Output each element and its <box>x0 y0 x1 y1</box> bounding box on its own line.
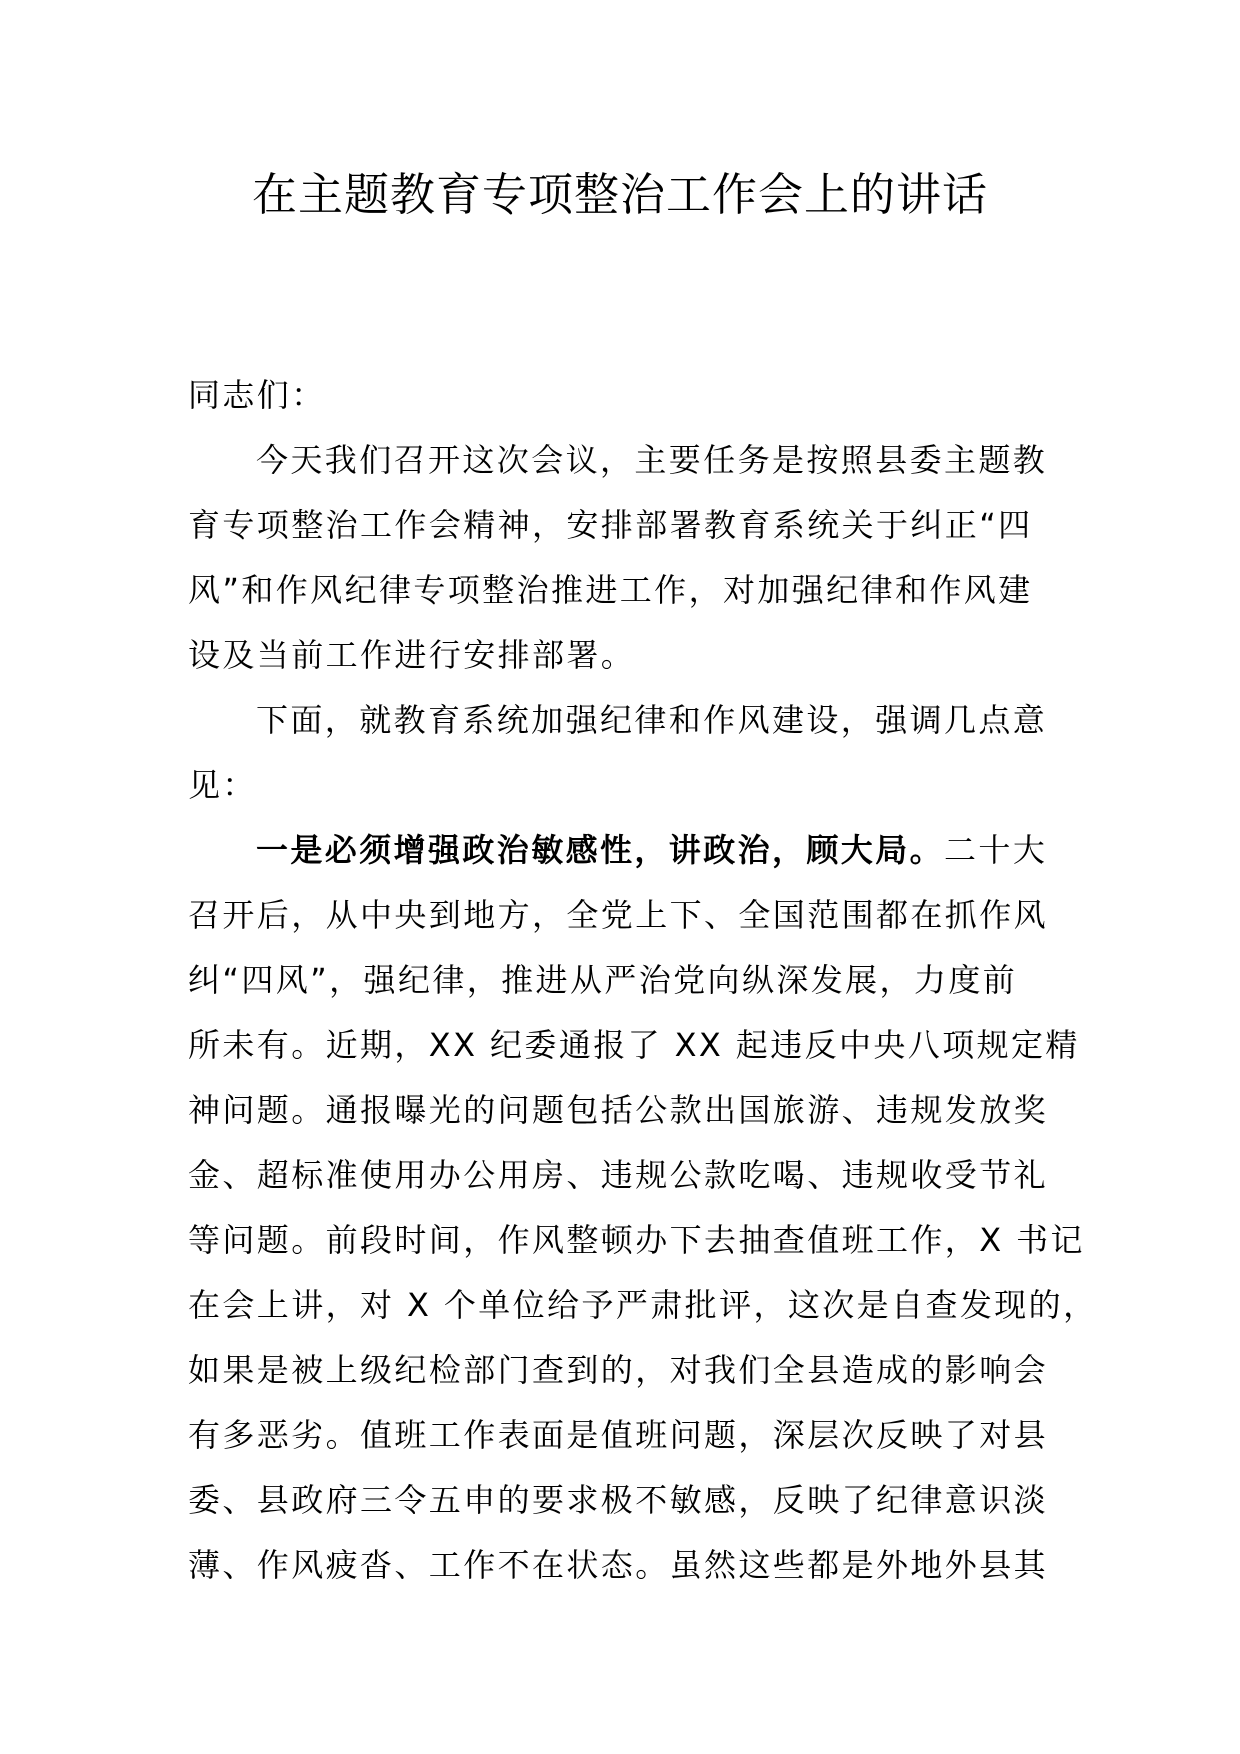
paragraph-1 <box>188 428 1108 688</box>
paragraph-line: 有多恶劣。值班工作表面是值班问题，深层次反映了对县 <box>188 1416 1049 1454</box>
paragraph-line: 所未有。近期，XX 纪委通报了 XX 起违反中央八项规定精 <box>188 1026 1080 1064</box>
paragraph-2 <box>188 688 1108 818</box>
paragraph-line: 委、县政府三令五申的要求极不敏感，反映了纪律意识淡 <box>188 1481 1049 1519</box>
document-title: 在主题教育专项整治工作会上的讲话 <box>251 168 988 221</box>
paragraph-line: 召开后，从中央到地方，全党上下、全国范围都在抓作风 <box>188 896 1049 934</box>
paragraph-line: 纠“四风”，强纪律，推进从严治党向纵深发展，力度前 <box>188 961 1018 999</box>
paragraph-line: 风”和作风纪律专项整治推进工作，对加强纪律和作风建 <box>188 571 1033 609</box>
paragraph-3 <box>188 818 1108 1598</box>
paragraph-line: 金、超标准使用办公用房、违规公款吃喝、违规收受节礼 <box>188 1156 1049 1194</box>
paragraph-line: 在会上讲，对 X 个单位给予严肃批评，这次是自查发现的， <box>188 1286 1098 1324</box>
paragraph-line: 下面，就教育系统加强纪律和作风建设，强调几点意 <box>256 701 1048 739</box>
document-body <box>188 363 1108 1598</box>
paragraph-line: 神问题。通报曝光的问题包括公款出国旅游、违规发放奖 <box>188 1091 1049 1129</box>
paragraph-line: 见： <box>188 766 257 804</box>
paragraph-line: 等问题。前段时间，作风整顿办下去抽查值班工作，X 书记 <box>188 1221 1085 1259</box>
paragraph-line: 设及当前工作进行安排部署。 <box>188 636 636 674</box>
paragraph-line: 如果是被上级纪检部门查到的，对我们全县造成的影响会 <box>188 1351 1049 1389</box>
point-heading: 一是必须增强政治敏感性，讲政治，顾大局。 <box>256 831 945 869</box>
point-heading-continuation: 二十大 <box>944 831 1048 869</box>
paragraph-line: 薄、作风疲沓、工作不在状态。虽然这些都是外地外县其 <box>188 1546 1049 1584</box>
paragraph-line: 育专项整治工作会精神，安排部署教育系统关于纠正“四 <box>188 506 1033 544</box>
paragraph-line: 今天我们召开这次会议，主要任务是按照县委主题教 <box>256 441 1048 479</box>
paragraph-first-line <box>188 818 1108 883</box>
salutation: 同志们： <box>188 376 326 414</box>
